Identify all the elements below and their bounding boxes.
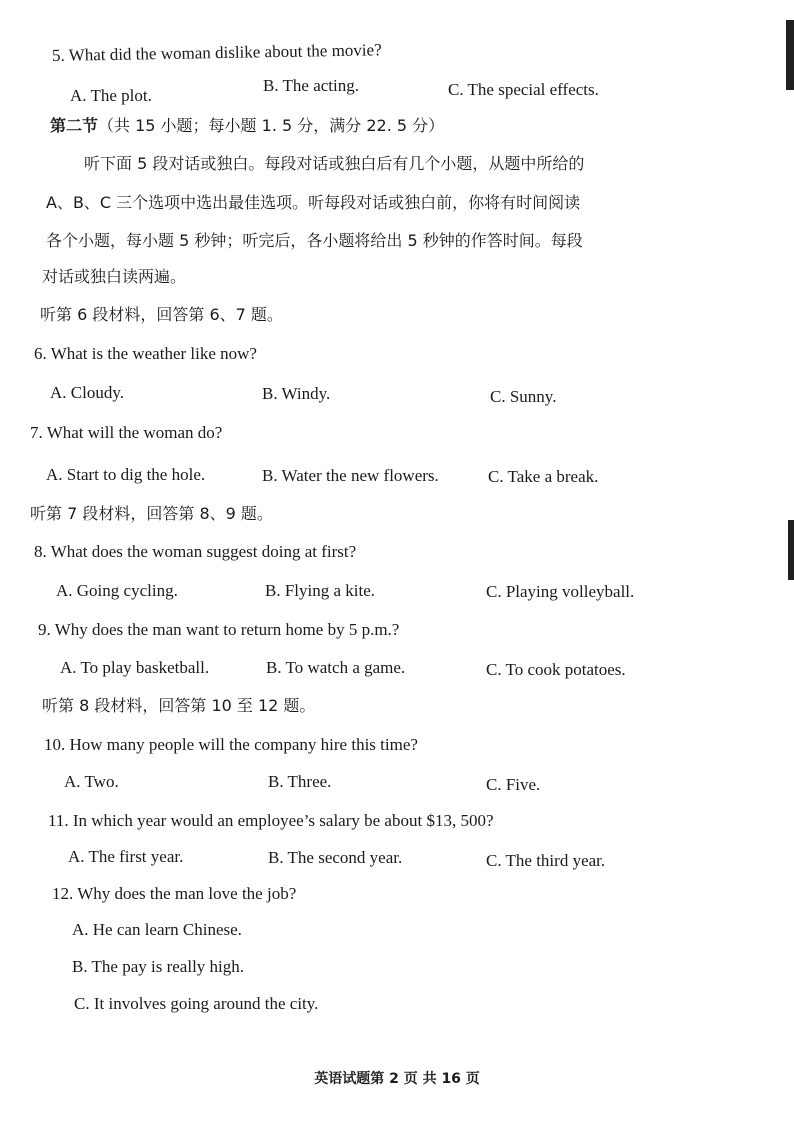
q8-option-c: C. Playing volleyball. (486, 582, 635, 601)
q7-option-a: A. Start to dig the hole. (46, 465, 206, 484)
q11-option-b: B. The second year. (268, 848, 403, 867)
q9-option-c: C. To cook potatoes. (486, 660, 626, 679)
question-8: 8. What does the woman suggest doing at first? (34, 542, 357, 561)
instruction-line-3: 各个小题，每小题 5 秒钟；听完后，各小题将给出 5 秒钟的作答时间。每段 (46, 231, 583, 250)
page-edge-shadow (786, 20, 794, 90)
question-10: 10. How many people will the company hire this time? (44, 735, 418, 754)
q6-option-a: A. Cloudy. (50, 383, 124, 402)
q9-option-a: A. To play basketball. (60, 658, 210, 677)
instruction-line-2: A、B、C 三个选项中选出最佳选项。听每段对话或独白前，你将有时间阅读 (46, 193, 581, 212)
question-11: 11. In which year would an employee’s salary be about $13, 500? (48, 811, 494, 830)
question-6: 6. What is the weather like now? (34, 344, 257, 363)
question-5: 5. What did the woman dislike about the movie? (51, 40, 382, 65)
q10-option-c: C. Five. (486, 775, 541, 794)
q12-option-a: A. He can learn Chinese. (72, 920, 242, 939)
text-6-heading: 听第 6 段材料，回答第 6、7 题。 (40, 305, 283, 324)
text-8-heading: 听第 8 段材料，回答第 10 至 12 题。 (42, 696, 316, 715)
question-7: 7. What will the woman do? (30, 423, 223, 442)
q7-option-c: C. Take a break. (488, 467, 599, 486)
q6-option-b: B. Windy. (262, 384, 331, 403)
q7-option-b: B. Water the new flowers. (262, 466, 439, 485)
instruction-line-4: 对话或独白读两遍。 (42, 267, 187, 286)
q10-option-b: B. Three. (268, 772, 332, 791)
text-7-heading: 听第 7 段材料，回答第 8、9 题。 (30, 504, 273, 523)
q12-option-c: C. It involves going around the city. (74, 994, 319, 1013)
q9-option-b: B. To watch a game. (266, 658, 406, 677)
section-2-header (50, 116, 444, 136)
instruction-line-1: 听下面 5 段对话或独白。每段对话或独白后有几个小题，从题中所给的 (84, 154, 585, 173)
q12-option-b: B. The pay is really high. (72, 957, 245, 976)
q11-option-a: A. The first year. (68, 847, 184, 866)
q5-option-b: B. The acting. (263, 76, 359, 95)
section-2-info: （共 15 小题；每小题 1. 5 分，满分 22. 5 分） (98, 116, 445, 135)
q8-option-b: B. Flying a kite. (265, 581, 376, 600)
q5-option-a: A. The plot. (70, 86, 152, 105)
section-2-title: 第二节 (50, 116, 99, 135)
page-footer: 英语试题第 2 页 共 16 页 (314, 1071, 480, 1087)
q8-option-a: A. Going cycling. (56, 581, 178, 600)
q6-option-c: C. Sunny. (490, 387, 557, 406)
q5-option-c: C. The special effects. (448, 80, 599, 99)
q10-option-a: A. Two. (64, 772, 119, 791)
question-12: 12. Why does the man love the job? (52, 884, 297, 903)
q11-option-c: C. The third year. (486, 851, 606, 870)
question-9: 9. Why does the man want to return home by 5 p.m.? (38, 620, 400, 639)
page-edge-shadow (788, 520, 794, 580)
